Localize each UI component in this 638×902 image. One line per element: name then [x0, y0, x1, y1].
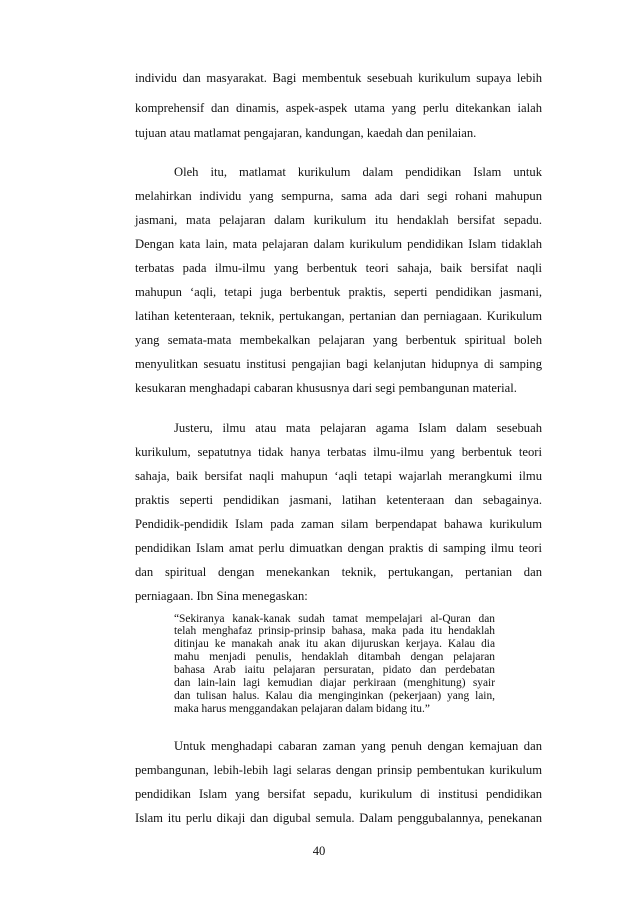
- text-line: dan spiritual dengan menekankan teknik, pertukangan, pertanian dan: [135, 565, 542, 579]
- quote-line: mahu menjadi penulis, hendaklah ditambah dengan pelajaran: [174, 651, 495, 663]
- quote-line: bahasa Arab iaitu pelajaran persuratan, pidato dan perdebatan: [174, 664, 495, 676]
- text-line: Oleh itu, matlamat kurikulum dalam pendidikan Islam untuk: [174, 165, 542, 179]
- text-line: tujuan atau matlamat pengajaran, kandungan, kaedah dan penilaian.: [135, 126, 477, 140]
- quote-line: telah menghafaz prinsip-prinsip bahasa, maka pada itu hendaklah: [174, 625, 495, 637]
- quote-line: dan tulisan halus. Kalau dia menginginkan (pekerjaan) yang lain,: [174, 690, 495, 702]
- quote-line: ditinjau ke manakah anak itu akan dijuruskan kerjaya. Kalau dia: [174, 638, 495, 650]
- text-line: sahaja, baik bersifat naqli mahupun ‘aqli tetapi wajarlah merangkumi ilmu: [135, 469, 542, 483]
- quote-line: “Sekiranya kanak-kanak sudah tamat mempelajari al-Quran dan: [174, 613, 495, 625]
- text-line: individu dan masyarakat. Bagi membentuk sesebuah kurikulum supaya lebih: [135, 71, 542, 85]
- text-line: komprehensif dan dinamis, aspek-aspek utama yang perlu ditekankan ialah: [135, 101, 542, 115]
- page-number: 40: [312, 844, 326, 858]
- text-line: Untuk menghadapi cabaran zaman yang penuh dengan kemajuan dan: [174, 739, 542, 753]
- text-line: pembangunan, lebih-lebih lagi selaras dengan prinsip pembentukan kurikulum: [135, 763, 542, 777]
- text-line: pendidikan Islam yang bersifat sepadu, kurikulum di institusi pendidikan: [135, 787, 542, 801]
- text-line: mahupun ‘aqli, tetapi juga berbentuk praktis, seperti pendidikan jasmani,: [135, 285, 542, 299]
- text-line: melahirkan individu yang sempurna, sama ada dari segi rohani mahupun: [135, 189, 542, 203]
- text-line: yang semata-mata membekalkan pelajaran yang berbentuk spiritual boleh: [135, 333, 542, 347]
- text-line: Pendidik-pendidik Islam pada zaman silam berpendapat bahawa kurikulum: [135, 517, 542, 531]
- text-line: Islam itu perlu dikaji dan digubal semula. Dalam penggubalannya, penekanan: [135, 811, 542, 825]
- text-line: praktis seperti pendidikan jasmani, latihan ketenteraan dan sebagainya.: [135, 493, 542, 507]
- text-line: kurikulum, sepatutnya tidak hanya terbatas ilmu-ilmu yang berbentuk teori: [135, 445, 542, 459]
- text-line: Justeru, ilmu atau mata pelajaran agama Islam dalam sesebuah: [174, 421, 542, 435]
- text-line: perniagaan. Ibn Sina menegaskan:: [135, 589, 308, 603]
- text-line: kesukaran menghadapi cabaran khususnya dari segi pembangunan material.: [135, 381, 517, 395]
- text-line: terbatas pada ilmu-ilmu yang berbentuk teori sahaja, baik bersifat naqli: [135, 261, 542, 275]
- text-line: jasmani, mata pelajaran dalam kurikulum itu hendaklah bersifat sepadu.: [135, 213, 542, 227]
- text-line: pendidikan Islam amat perlu dimuatkan dengan praktis di samping ilmu teori: [135, 541, 542, 555]
- text-line: menyulitkan sesuatu institusi pengajian bagi kelanjutan hidupnya di samping: [135, 357, 542, 371]
- quote-line: maka harus menggandakan pelajaran dalam bidang itu.”: [174, 703, 430, 715]
- text-line: latihan ketenteraan, teknik, pertukangan, pertanian dan perniagaan. Kurikulum: [135, 309, 542, 323]
- text-line: Dengan kata lain, mata pelajaran dalam kurikulum pendidikan Islam tidaklah: [135, 237, 542, 251]
- quote-line: dan lain-lain lagi kemudian diajar perkiraan (menghitung) syair: [174, 677, 495, 689]
